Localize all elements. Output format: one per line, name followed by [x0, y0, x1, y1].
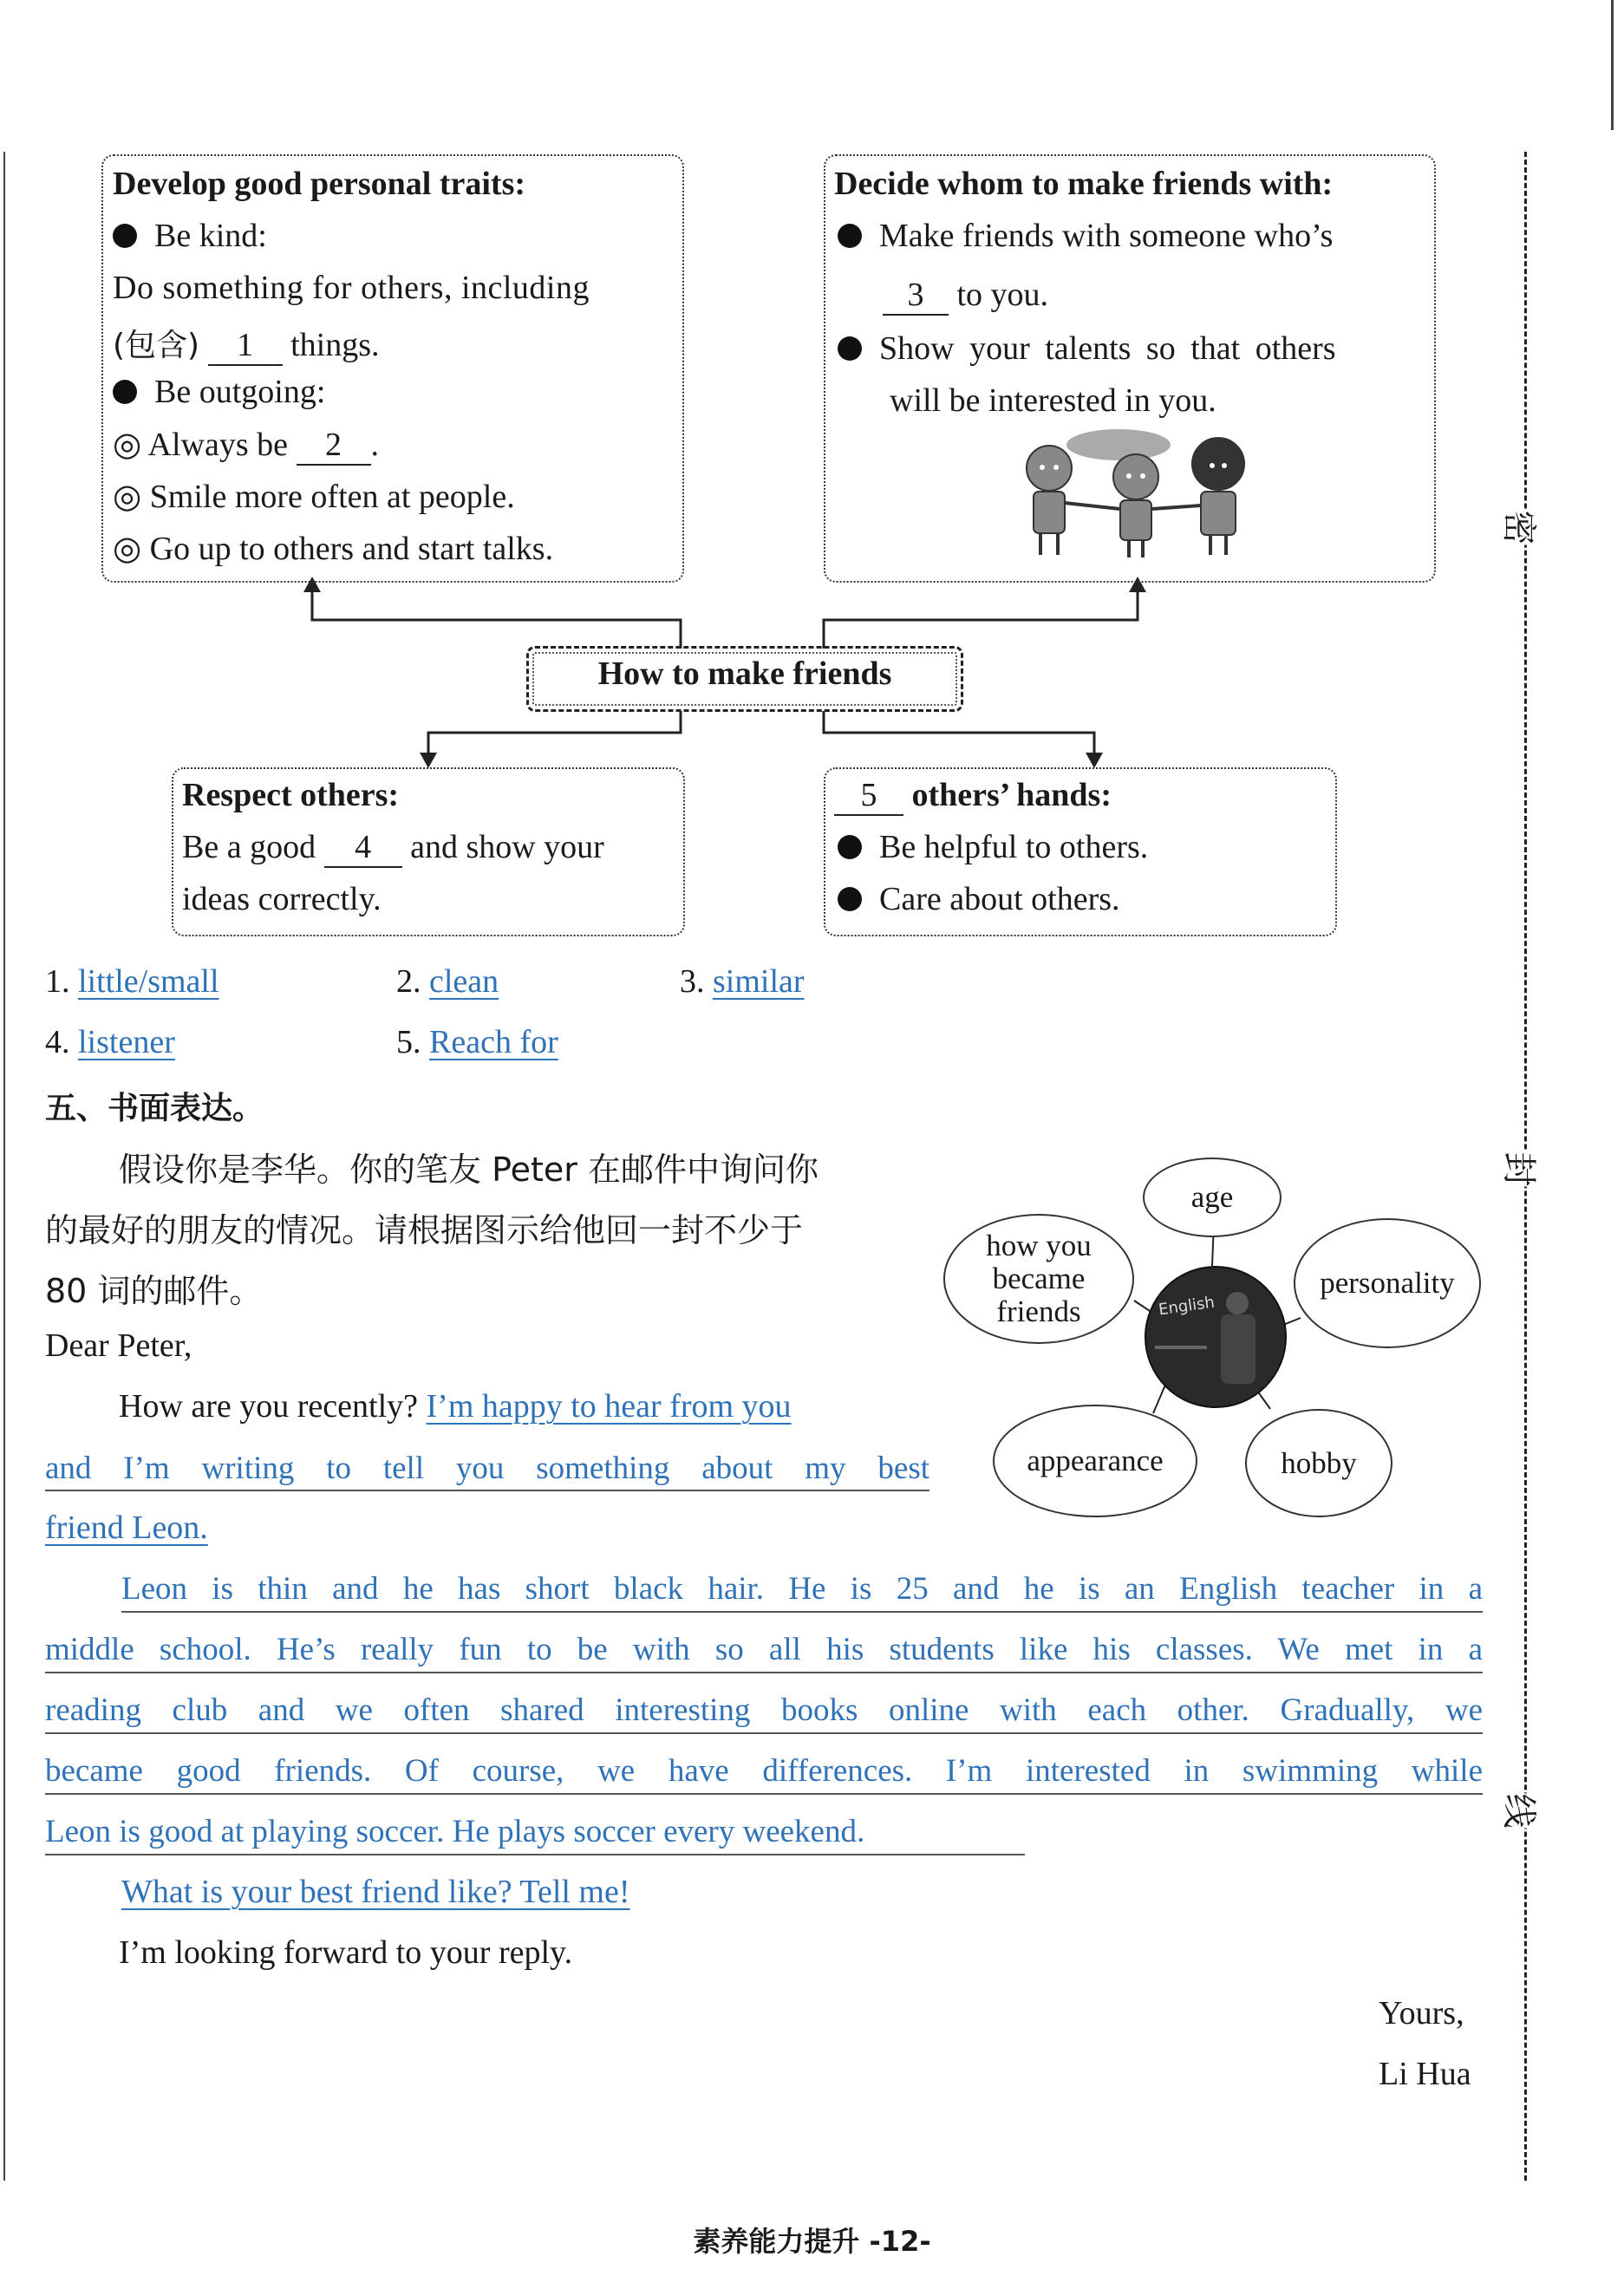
respect-title: Respect others:: [182, 777, 400, 813]
margin-char-feng: 封: [1497, 1152, 1547, 1187]
answer-4: 4. listener: [45, 1024, 175, 1060]
decide-item1-line2: 3 to you.: [883, 276, 1048, 316]
bubble-personality: personality: [1294, 1218, 1481, 1348]
teacher-photo: [1145, 1266, 1287, 1408]
photo-board-text: English: [1157, 1293, 1216, 1320]
goup-line: ◎ Go up to others and start talks.: [113, 531, 554, 567]
body-line4: became good friends. Of course, we have differences. I’m interested in swimming while: [45, 1750, 1483, 1795]
children-illustration: [1006, 429, 1266, 559]
blank-4: 4: [324, 828, 402, 868]
bullet-icon: [113, 380, 137, 404]
prompt-line2: 的最好的朋友的情况。请根据图示给他回一封不少于: [45, 1211, 804, 1249]
blank-3: 3: [883, 276, 949, 316]
bullet-icon: [838, 887, 862, 911]
prompt-line1: 假设你是李华。你的笔友 Peter 在邮件中询问你: [119, 1151, 819, 1189]
hands-title: 5 others’ hands:: [834, 776, 1112, 816]
decide-item2-line1: Show your talents so that others: [838, 329, 1336, 368]
bullet-icon: [838, 835, 862, 859]
decide-item1-line1: Make friends with someone who’s: [838, 217, 1333, 255]
opening-line-b: and I’m writing to tell you something about my best: [45, 1448, 929, 1491]
respect-line2: ideas correctly.: [182, 881, 382, 917]
answer-1: 1. little/small: [45, 963, 219, 1000]
salutation: Dear Peter,: [45, 1327, 192, 1364]
bullet-icon: [838, 336, 862, 361]
answer-3: 3. similar: [680, 963, 805, 1000]
margin-char-mi: 密: [1497, 511, 1547, 545]
signoff: Yours,: [1379, 1995, 1464, 2031]
bullet-icon: [113, 224, 137, 248]
closing-fixed: I’m looking forward to your reply.: [119, 1934, 573, 1971]
respect-line1: Be a good 4 and show your: [182, 828, 604, 868]
decide-item2-line2: will be interested in you.: [890, 382, 1216, 419]
closing-answer: What is your best friend like? Tell me!: [121, 1874, 630, 1910]
body-line2: middle school. He’s really fun to be with so all his students like his classes. We met in a: [45, 1628, 1483, 1673]
bubble-appearance: appearance: [993, 1405, 1197, 1517]
opening-line: How are you recently? I’m happy to hear from you: [119, 1388, 792, 1425]
hands-item2: Care about others.: [838, 880, 1120, 918]
page-footer: 素养能力提升 -12-: [693, 2225, 931, 2258]
kind-label: Be kind:: [113, 217, 267, 255]
center-title: How to make friends: [597, 655, 892, 692]
smile-line: ◎ Smile more often at people.: [113, 479, 515, 515]
answer-2: 2. clean: [396, 963, 499, 1000]
body-line1: Leon is thin and he has short black hair. He is 25 and he is an English teacher in a: [121, 1568, 1483, 1613]
prompt-line3: 80 词的邮件。: [45, 1272, 263, 1310]
kind-line2: (包含) 1 things.: [113, 321, 380, 366]
traits-title: Develop good personal traits:: [113, 166, 526, 202]
kind-line1: Do something for others, including: [113, 270, 590, 306]
bullet-icon: [838, 224, 862, 248]
bubble-hobby: hobby: [1245, 1409, 1392, 1517]
blank-1: 1: [208, 326, 283, 366]
always-line: ◎ Always be 2 .: [113, 425, 379, 466]
hands-item1: Be helpful to others.: [838, 828, 1148, 866]
body-line5: Leon is good at playing soccer. He plays soccer every weekend.: [45, 1810, 1025, 1855]
blank-2: 2: [297, 426, 371, 466]
answer-5: 5. Reach for: [396, 1024, 558, 1060]
bubble-age: age: [1143, 1158, 1282, 1237]
section-heading: 五、书面表达。: [45, 1091, 264, 1126]
margin-char-xian: 线: [1497, 1794, 1547, 1829]
blank-5: 5: [834, 776, 903, 816]
decide-title: Decide whom to make friends with:: [834, 166, 1334, 202]
outgoing-label: Be outgoing:: [113, 373, 325, 411]
signature-name: Li Hua: [1379, 2056, 1471, 2092]
bubble-how: how you became friends: [943, 1214, 1134, 1344]
body-line3: reading club and we often shared interesting books online with each other. Gradually, we: [45, 1689, 1483, 1734]
opening-line-c: friend Leon.: [45, 1510, 208, 1546]
